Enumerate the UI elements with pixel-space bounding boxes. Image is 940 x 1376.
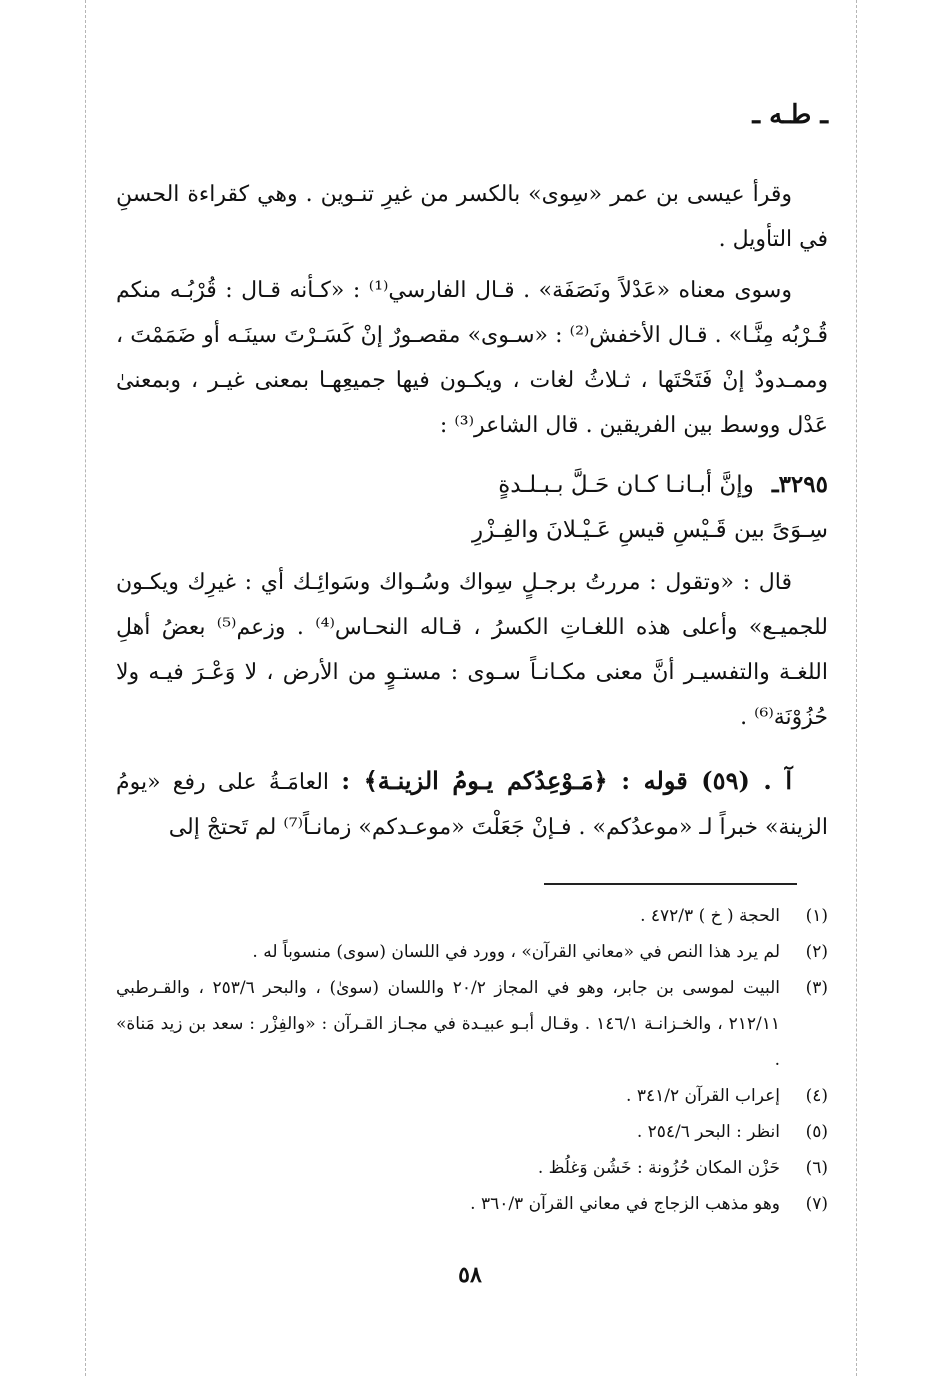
footnotes [116, 898, 828, 1222]
running-header: ـ طـه ـ [752, 100, 828, 130]
footnote-item [116, 1078, 828, 1114]
footnote-text: وهو مذهب الزجاج في معاني القرآن ٣٦٠/٣ . [470, 1194, 780, 1214]
footnote-item [116, 1114, 828, 1150]
footnote-item [116, 970, 828, 1078]
verse-line-2 [116, 508, 828, 553]
footnote-number: (٢) [805, 942, 828, 962]
scan-margin-line-left [85, 0, 86, 1376]
footnote-text: الحجة ( خ ) ٤٧٢/٣ . [640, 906, 780, 926]
footnote-number: (٤) [805, 1086, 828, 1106]
verse-hemistich-1: وإنَّ أبـانـا كـان حَـلَّ بـبـلـدةٍ [498, 472, 754, 498]
page-number: ٥٨ [458, 1262, 482, 1288]
footnote-separator [544, 883, 797, 885]
paragraph-isa-reading: وقرأ عيسى بن عمر «سِوى» بالكسر من غيرِ تنـوين . وهي كقراءة الحسنِ في التأويل . [116, 182, 828, 252]
footnote-text: البيت لموسى بن جابر، وهو في المجاز ٢٠/٢ واللسان (سوىٰ) ، والبحر ٢٥٣/٦ ، والقـرطبي ٢١٢/١١ ، والخـزانـة ١٤٦/١ . وقـال أبـو عبيـدة في مجـاز القـرآن : «والفِزْر : سعد بن زيد مَناة» . [116, 978, 780, 1070]
verse-hemistich-2: سِـوَىً بين قَـيْسِ قيسِ عَـيْـلانَ والفِـزْرِ [472, 517, 828, 543]
footnote-text: انظر : البحر ٢٥٤/٦ . [636, 1122, 780, 1142]
footnote-number: (٥) [805, 1122, 828, 1142]
footnote-number: (٦) [805, 1158, 828, 1178]
scan-margin-line-right [856, 0, 857, 1376]
verse-number: ٣٢٩٥ـ [771, 471, 828, 498]
paragraph-siwa-forms: قال : «وتقول : مررتُ برجـلٍ سِواك وسُـواك وسَوائِـك أي : غيرِك ويكـون للجميـع» وأعلى هذه اللغـاتِ الكسرُ ، قـاله النحـاس⁽⁴⁾ . وزعم⁽⁵⁾ بعضُ أهلِ اللغـة والتفسيـر أنَّ معنى مكـانـاً سـوى : مستـوٍ من الأرض ، لا وَعْـرَ فيـه ولا حُزُوْنَة⁽⁶⁾ . [116, 570, 828, 730]
footnote-item [116, 1150, 828, 1186]
footnote-item [116, 898, 828, 934]
footnote-item [116, 1186, 828, 1222]
footnote-number: (٣) [805, 978, 828, 998]
paragraph-verse-59 [116, 758, 828, 850]
verse-59-commentary: العامَـةُ على رفع «يومُ الزينة» خبراً لـ «موعدُكم» . فـإنْ جَعَلْتَ «موعـدكم» زمانـاً⁽⁷⁾ لم تَحتجْ إلى [116, 770, 828, 840]
footnote-number: (١) [805, 906, 828, 926]
footnote-text: حَزْن المكان حُزُونة : خَشُن وَغلُظ . [537, 1158, 780, 1178]
paragraph-meaning-of-siwa: وسوى معناه «عَدْلاً ونَصَفَة» . قـال الفارسي⁽¹⁾ : «كـأنه قـال : قُرْبُـه منكم قُـرْبُه مِنَّـا» . قـال الأخفش⁽²⁾ : «سـوى» مقصـورٌ إنْ كَسَـرْتَ سينَـه أو ضَمَمْتَ ، وممـدودٌ إنْ فَتَحْتَها ، ثـلاثُ لغات ، ويكـون فيها جميعِهـا بمعنى غيـر ، وبمعنىٰ عَدْل ووسط بين الفريقين . قال الشاعر⁽³⁾ : [116, 278, 828, 438]
footnote-text: لم يرد هذا النص في «معاني القرآن» ، وورد في اللسان (سوى) منسوباً له . [252, 942, 780, 962]
footnote-text: إعراب القرآن ٣٤١/٢ . [626, 1086, 780, 1106]
footnote-number: (٧) [805, 1194, 828, 1214]
verse-line-1 [116, 462, 828, 508]
footnote-item [116, 934, 828, 970]
verse-59-heading: آ . (٥٩) قوله : ﴿مَـوْعِدُكم يـومُ الزينـة﴾ : [341, 766, 793, 795]
